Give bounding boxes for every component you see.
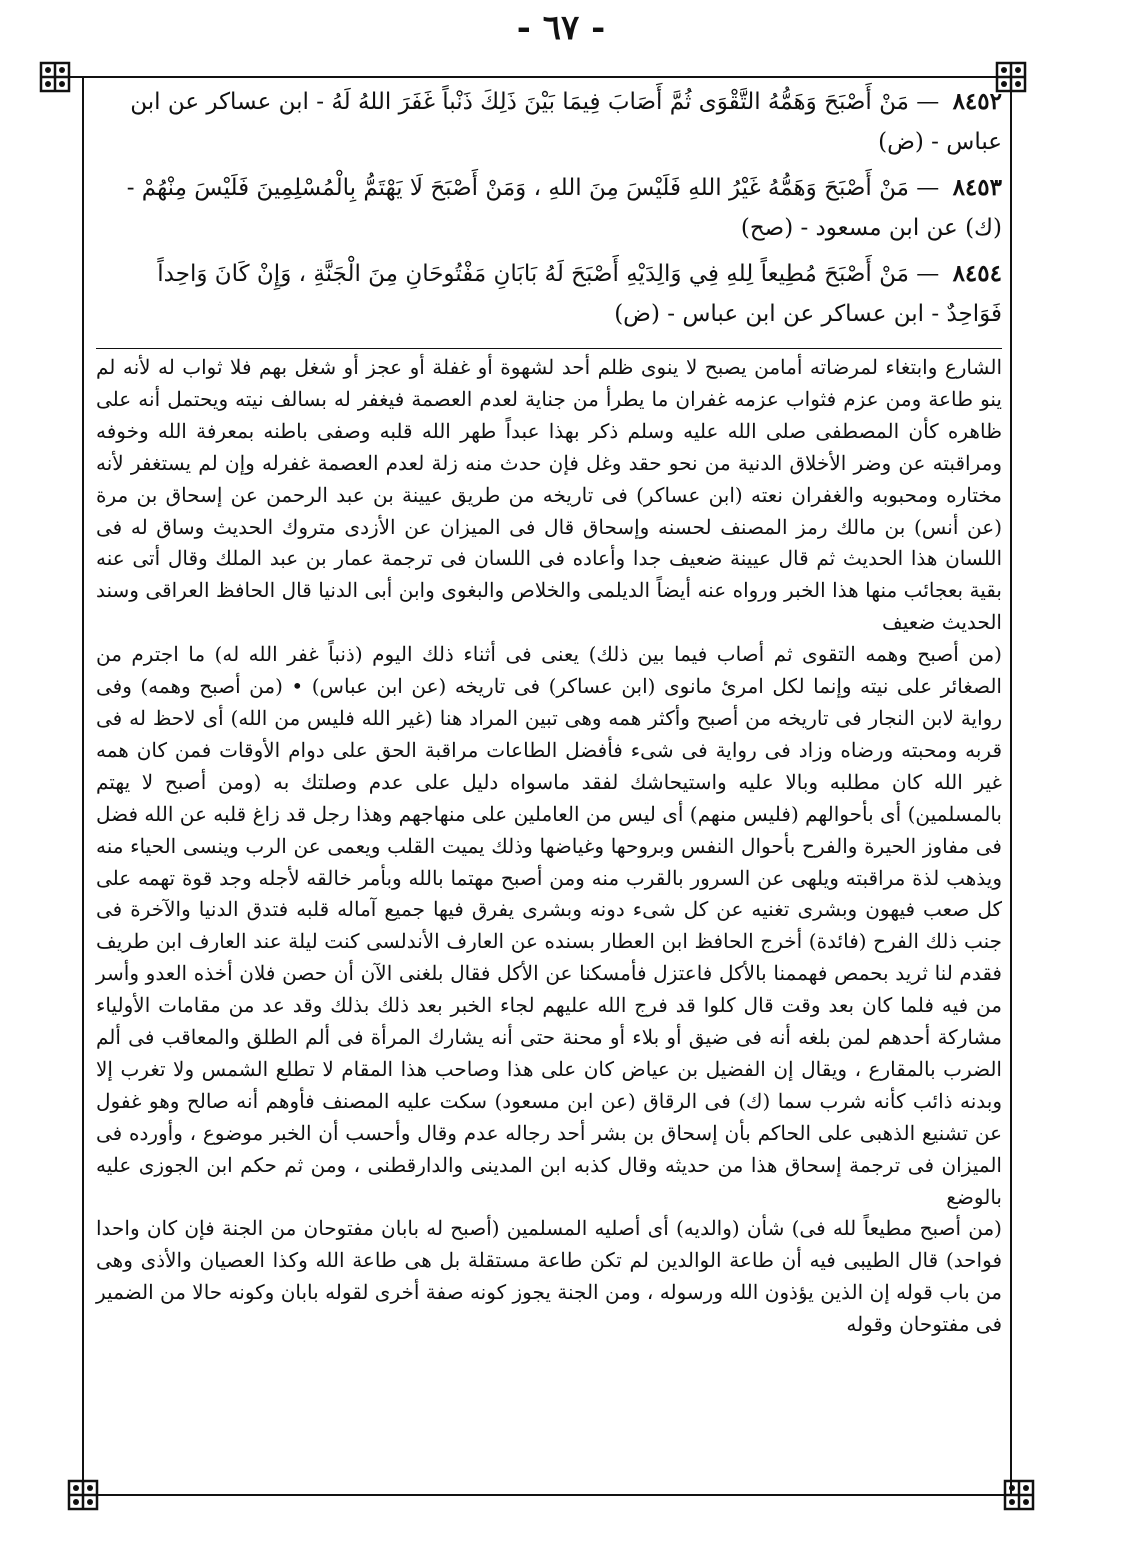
commentary-paragraph: (من أصبح مطيعاً لله فى) شأن (والديه) أى أصليه المسلمين (أصبح له بابان مفتوحان من الجنة فإن كان واحدا فواحد) قال الطيبى فيه أن طاعة الوالدين لم تكن طاعة مستقلة بل هى طاعة الله وكذا العصيان والأذى وهى من باب قوله إن الذين يؤذون الله ورسوله ، ومن الجنة يجوز كونه صفة أخرى لقوله بابان وكونه حالا من الضمير فى مفتوحان وقوله [96, 1216, 1002, 1337]
corner-ornament-icon [66, 1478, 100, 1512]
hadith-text: — مَنْ أَصْبَحَ وَهَمُّهُ غَيْرُ اللهِ فَلَيْسَ مِنَ اللهِ ، وَمَنْ أَصْبَحَ لَا يَهْتَمُّ بِالْمُسْلِمِينَ فَلَيْسَ مِنْهُمْ - (ك) عن ابن مسعود - (صح) [126, 175, 1002, 241]
commentary-paragraph: الشارع وابتغاء لمرضاته أمامن يصبح لا ينوى ظلم أحد لشهوة أو غفلة أو عجز أو شغل بهم فلا ثواب له لأنه لم ينو طاعة ومن عزم فثواب عزمه غفران ما يطرأ من جناية لعدم العصمة فيغفر له بسالف نيته ويحتمل أنه على ظاهره كأن المصطفى صلى الله عليه وسلم ذكر بهذا عبداً طهر الله قلبه وصفى باطنه بمعرفة الله وخوفه ومراقبته عن وضر الأخلاق الدنية من نحو حقد وغل فإن حدث منه زلة لعدم العصمة غفرله وإن لم يستغفر لأنه مختاره ومحبوبه والغفران نعته (ابن عساكر) فى تاريخه من طريق عيينة بن عبد الرحمن عن إسحاق بن مرة (عن أنس) بن مالك رمز المصنف لحسنه وإسحاق قال فى الميزان عن الأزدى متروك الحديث وساق له فى اللسان هذا الحديث ثم قال عيينة ضعيف جدا وأعاده فى اللسان فى ترجمة عمار بن عبد الملك وقال أتى عنه بقية بعجائب منها هذا الخبر ورواه عنه أيضاً الديلمى والخلاص والبغوى وابن أبى الدنيا قال الحافظ العراقى وسند الحديث ضعيف [96, 355, 1003, 635]
hadith-list [96, 82, 1002, 340]
commentary-section [96, 352, 1002, 1341]
hadith-text: — مَنْ أَصْبَحَ مُطِيعاً لِلهِ فِي وَالِدَيْهِ أَصْبَحَ لَهُ بَابَانِ مَفْتُوحَانِ مِنَ الْجَنَّةِ ، وَإِنْ كَانَ وَاحِداً فَوَاحِدٌ - ابن عساكر عن ابن عباس - (ض) [157, 261, 1002, 327]
hadith-number: ٨٤٥٢ [952, 88, 1002, 115]
frame-left-rule [82, 76, 84, 1496]
section-divider [96, 348, 1002, 349]
hadith-entry [96, 168, 1002, 248]
corner-ornament-icon [38, 60, 72, 94]
frame-top-rule [52, 76, 1012, 78]
hadith-number: ٨٤٥٤ [952, 260, 1002, 287]
frame-bottom-rule [80, 1494, 1010, 1496]
page-number: - ٦٧ - [516, 8, 606, 48]
frame-right-rule [1010, 76, 1012, 1496]
hadith-entry [96, 82, 1002, 162]
hadith-entry [96, 254, 1002, 334]
corner-ornament-icon [1002, 1478, 1036, 1512]
commentary-paragraph: (من أصبح وهمه التقوى ثم أصاب فيما بين ذلك) يعنى فى أثناء ذلك اليوم (ذنباً غفر الله له) ما اجترم من الصغائر على نيته وإنما لكل امرئ مانوى (ابن عساكر) فى تاريخه (عن ابن عباس) • (من أصبح وهمه) وفى رواية لابن النجار فى تاريخه من أصبح وأكثر همه وهى تبين المراد هنا (غير الله فليس من الله) أى لاحظ له فى قربه ومحبته ورضاه وزاد فى رواية فى شىء فأفضل الطاعات مراقبة الحق على دوام الأوقات فمن كان همه غير الله كان مطلبه وبالا عليه واستيحاشك لفقد ماسواه دليل على عدم وصلتك به (ومن أصبح لا يهتم بالمسلمين) أى بأحوالهم (فليس منهم) أى ليس من العاملين على منهاجهم وهذا رجل قد زاغ قلبه عن الله فضل فى مفاوز الحيرة والفرح بأحوال النفس وبروحها وغياضها وذلك يميت القلب ويعمى عن الرب وينسى الحياء منه ويذهب لذة مراقبته ويلهى عن السرور بالقرب منه ومن أصبح مهتما بالله وبأمر خالقه لأجله وجد قوة تهمه على كل صعب فيهون وبشرى تغنيه عن كل شىء دونه وبشرى يفرق فيها جميع آماله قلبه فتدق الدنيا والآخرة فى جنب ذلك الفرح (فائدة) أخرج الحافظ ابن العطار بسنده عن العارف الأندلسى كنت ليلة عند العارف ابن طريف فقدم لنا ثريد بحمص فهممنا بالأكل فاعتزل فأمسكنا عن الأكل فقال بلغنى الآن أن حصن فلان أخذه العدو وأسر من فيه فلما كان بعد وقت قال كلوا قد فرج الله عليهم لجاء الخبر بعد ذلك بذلك وقد عد من مقامات الأولياء مشاركة أحدهم لمن بلغه أنه فى ضيق أو بلاء أو محنة حتى أنه يشارك المرأة فى ألم الطلق والمعاقب فى ألم الضرب بالمقارع ، ويقال إن الفضيل بن عياض كان على هذا وصاحب هذا المقام لا تطلع الشمس ولا تغرب إلا وبدنه ذائب كأنه شرب سما (ك) فى الرقاق (عن ابن مسعود) سكت عليه المصنف فأوهم أنه صالح وهو غفول عن تشنيع الذهبى على الحاكم بأن إسحاق بن بشر أحد رجاله عدم وقال وأحسب أن الخبر موضوع ، وأورده فى الميزان فى ترجمة إسحاق هذا من حديثه وقال كذبه ابن المدينى والدارقطنى ، ومن ثم حكم ابن الجوزى عليه بالوضع [96, 642, 1002, 1209]
hadith-number: ٨٤٥٣ [952, 174, 1002, 201]
hadith-text: — مَنْ أَصْبَحَ وَهَمُّهُ التَّقْوَى ثُمَّ أَصَابَ فِيمَا بَيْنَ ذَلِكَ ذَنْباً غَفَرَ اللهُ لَهُ - ابن عساكر عن ابن عباس - (ض) [130, 89, 1002, 155]
